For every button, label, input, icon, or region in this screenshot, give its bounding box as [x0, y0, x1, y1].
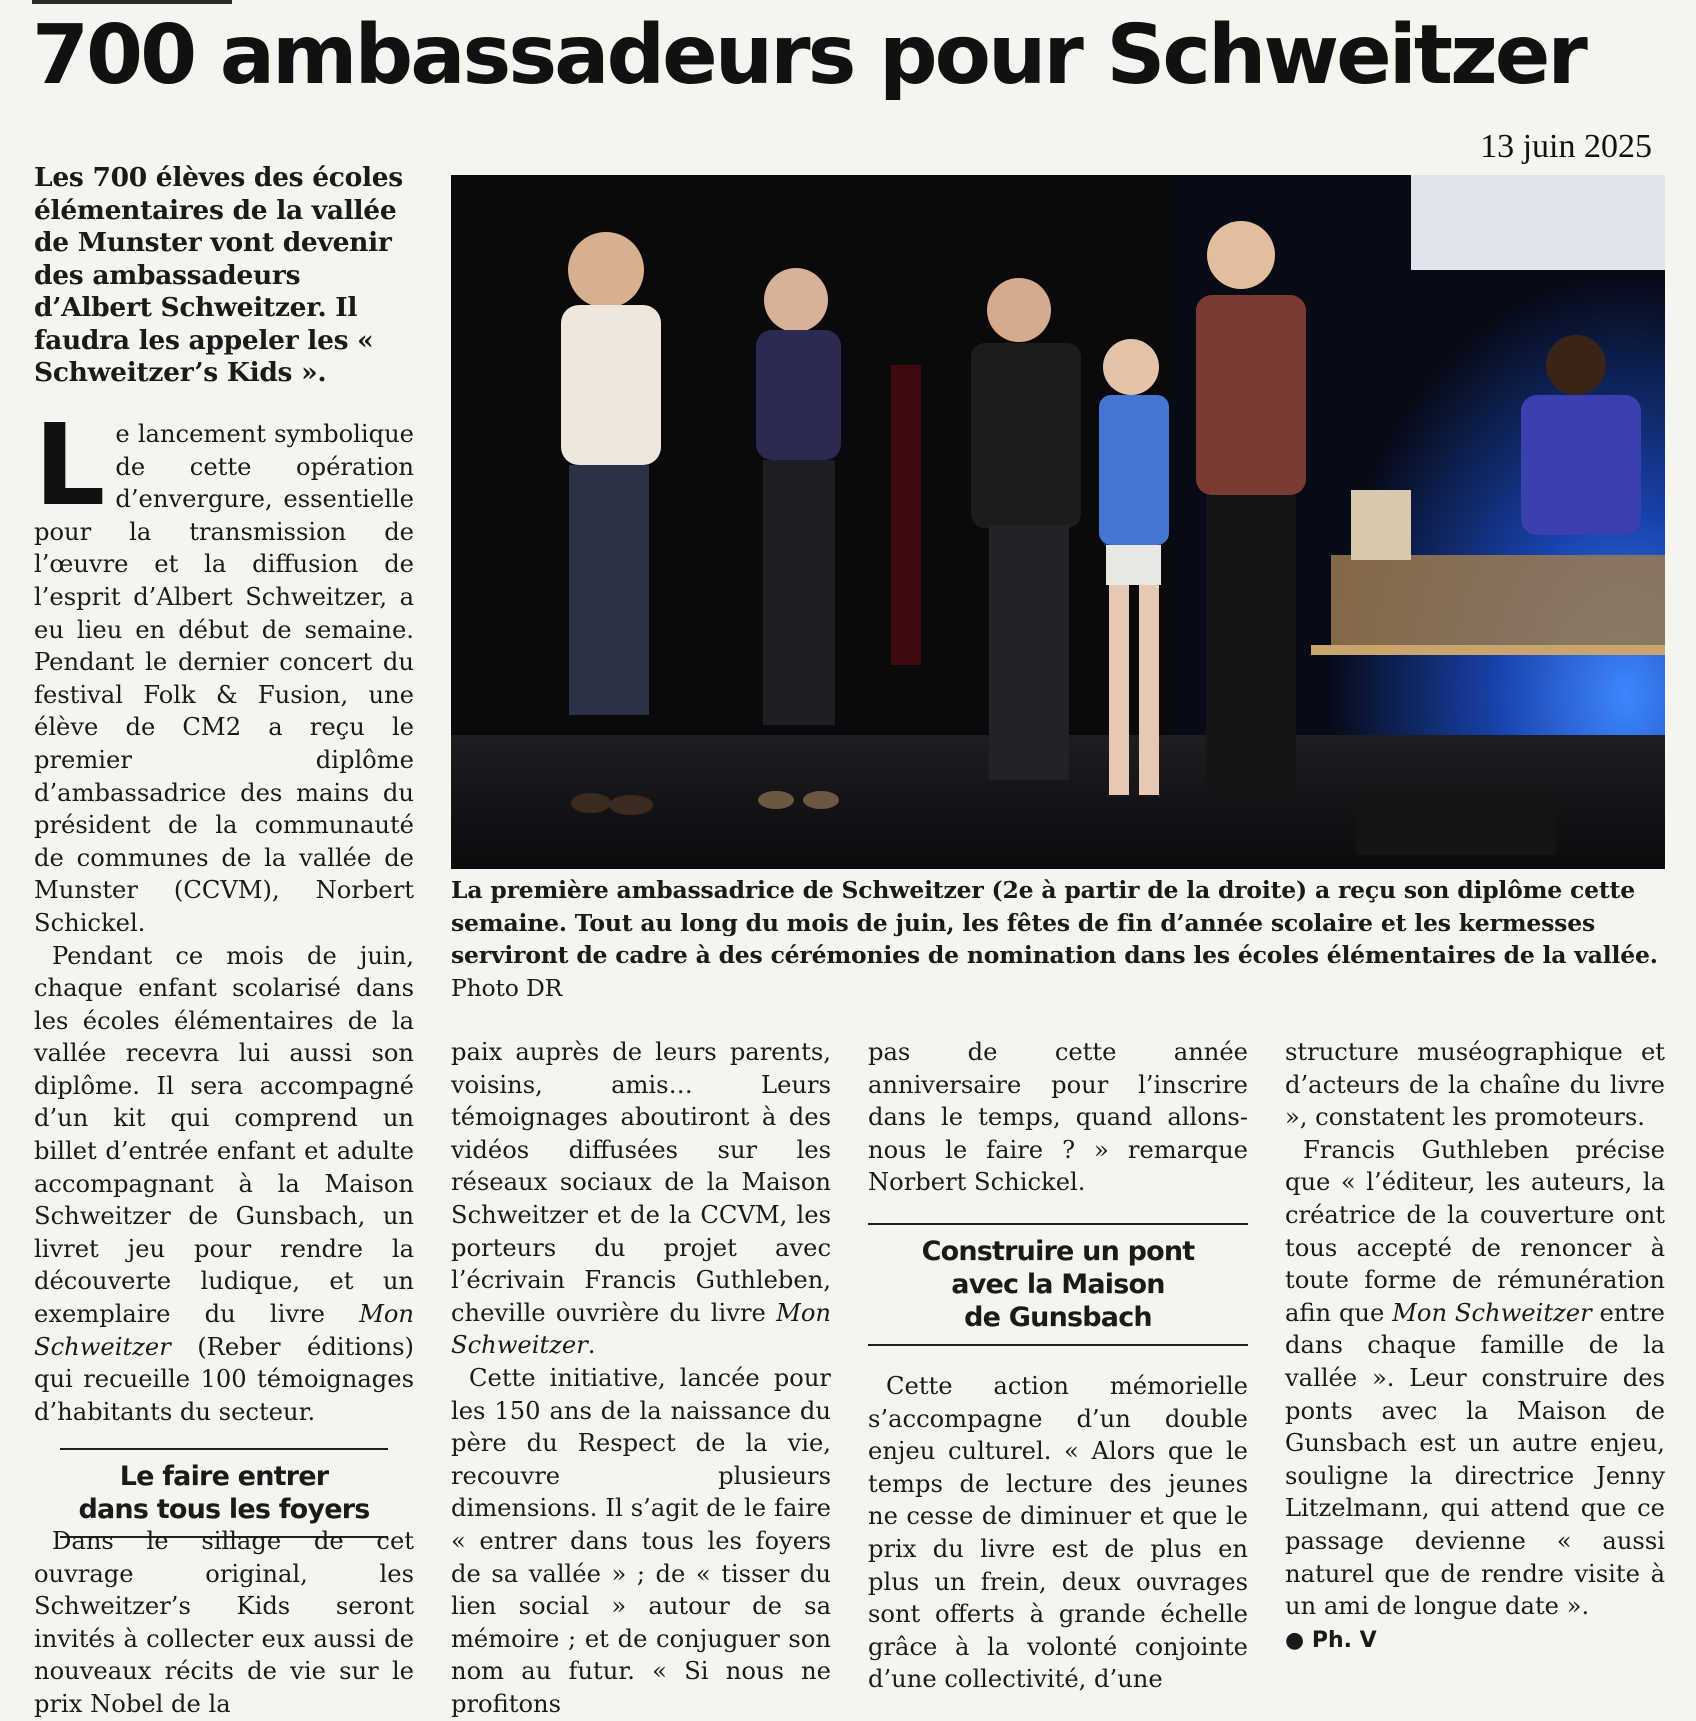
- body-paragraph: paix auprès de leurs parents, voisins, amis… Leurs témoignages aboutiront à des vidéos diffusées sur les réseaux sociaux de la Maison Schweitzer et de la CCVM, les porteurs du projet avec l’écrivain Francis Guthleben, cheville ouvrière du livre Mon Schweitzer.: [451, 1038, 831, 1360]
- body-paragraph: Le lancement symbolique de cette opération d’envergure, essentielle pour la transmission de l’œuvre et la diffusion de l’esprit d’Albert Schweitzer, a eu lieu en début de semaine. Pendant le dernier concert du festival Folk & Fusion, une élève de CM2 a reçu le premier diplôme d’ambassadrice des mains du président de la communauté de communes de la vallée de Munster (CCVM), Norbert Schickel.: [34, 401, 414, 937]
- book-title: Mon Schweitzer: [1392, 1298, 1592, 1327]
- drop-cap: L: [34, 401, 106, 531]
- lead-paragraph: Les 700 élèves des écoles élémentaires de la vallée de Munster vont devenir des ambassadeurs d’Albert Schweitzer. Il faudra les appeler les « Schweitzer’s Kids ».: [34, 162, 403, 388]
- photo-caption: [451, 874, 1665, 1004]
- book-title: Mon Schweitzer: [34, 1300, 414, 1361]
- body-paragraph: Pendant ce mois de juin, chaque enfant scolarisé dans les écoles élémentaires de la vallée recevra lui aussi son diplôme. Il sera accompagné d’un kit qui comprend un billet d’entrée enfant et adulte accompagnant à la Maison Schweitzer de Gunsbach, un livret jeu pour rendre la découverte ludique, et un exemplaire du livre Mon Schweitzer (Reber éditions) qui recueille 100 témoignages d’habitants du secteur.: [34, 941, 414, 1426]
- column-3: [868, 1036, 1248, 1696]
- photo-credit: Photo DR: [451, 973, 563, 1002]
- column-1: [34, 401, 414, 1558]
- article-photo: [451, 175, 1665, 869]
- body-paragraph: pas de cette année anniversaire pour l’inscrire dans le temps, quand allons-nous le faire ? » remarque Norbert Schickel.: [868, 1038, 1248, 1197]
- body-paragraph: structure muséographique et d’acteurs de la chaîne du livre », constatent les promoteurs.: [1285, 1038, 1665, 1132]
- top-rule: [32, 0, 232, 4]
- body-paragraph: Cette action mémorielle s’accompagne d’un double enjeu culturel. « Alors que le temps de lecture des jeunes ne cesse de diminuer et que le prix du livre est de plus en plus un frein, deux ouvrages sont offerts à grande échelle grâce à la volonté conjointe d’une collectivité, d’une: [868, 1371, 1248, 1694]
- body-paragraph: Francis Guthleben précise que « l’éditeur, les auteurs, la créatrice de la couverture ont tous accepté de renoncer à toute forme de rémunération afin que Mon Schweitzer entre dans chaque famille de la vallée ». Leur construire des ponts avec la Maison de Gunsbach est un autre enjeu, souligne la directrice Jenny Litzelmann, qui attend que ce passage devienne « aussi naturel que de rendre visite à un ami de longue date ».: [1285, 1135, 1665, 1621]
- subheading: Le faire entrer dans tous les foyers: [60, 1448, 388, 1538]
- date-stamp: 13 juin 2025: [1480, 128, 1652, 165]
- column-2: [451, 1036, 831, 1720]
- body-paragraph: Dans le sillage de cet ouvrage original, les Schweitzer’s Kids seront invités à collecter eux aussi de nouveaux récits de vie sur le prix Nobel de la: [34, 1527, 414, 1718]
- column-1-bottom: [34, 1525, 414, 1721]
- subheading: Construire un pont avec la Maison de Gunsbach: [868, 1223, 1248, 1346]
- book-title: Mon Schweitzer: [451, 1298, 831, 1360]
- signature: ● Ph. V: [1285, 1627, 1377, 1653]
- headline: 700 ambassadeurs pour Schweitzer: [32, 8, 1585, 103]
- column-4: [1285, 1036, 1665, 1657]
- body-paragraph: Cette initiative, lancée pour les 150 ans de la naissance du père du Respect de la vie, recouvre plusieurs dimensions. Il s’agit de le faire « entrer dans tous les foyers de sa vallée » ; de « tisser du lien social » autour de sa mémoire ; et de conjuguer son nom au futur. « Si nous ne profitons: [451, 1363, 831, 1718]
- caption-text: La première ambassadrice de Schweitzer (2e à partir de la droite) a reçu son diplôme cette semaine. Tout au long du mois de juin, les fêtes de fin d’année scolaire et les kermesses serviront de cadre à des cérémonies de nomination dans les écoles élémentaires de la vallée.: [451, 876, 1658, 970]
